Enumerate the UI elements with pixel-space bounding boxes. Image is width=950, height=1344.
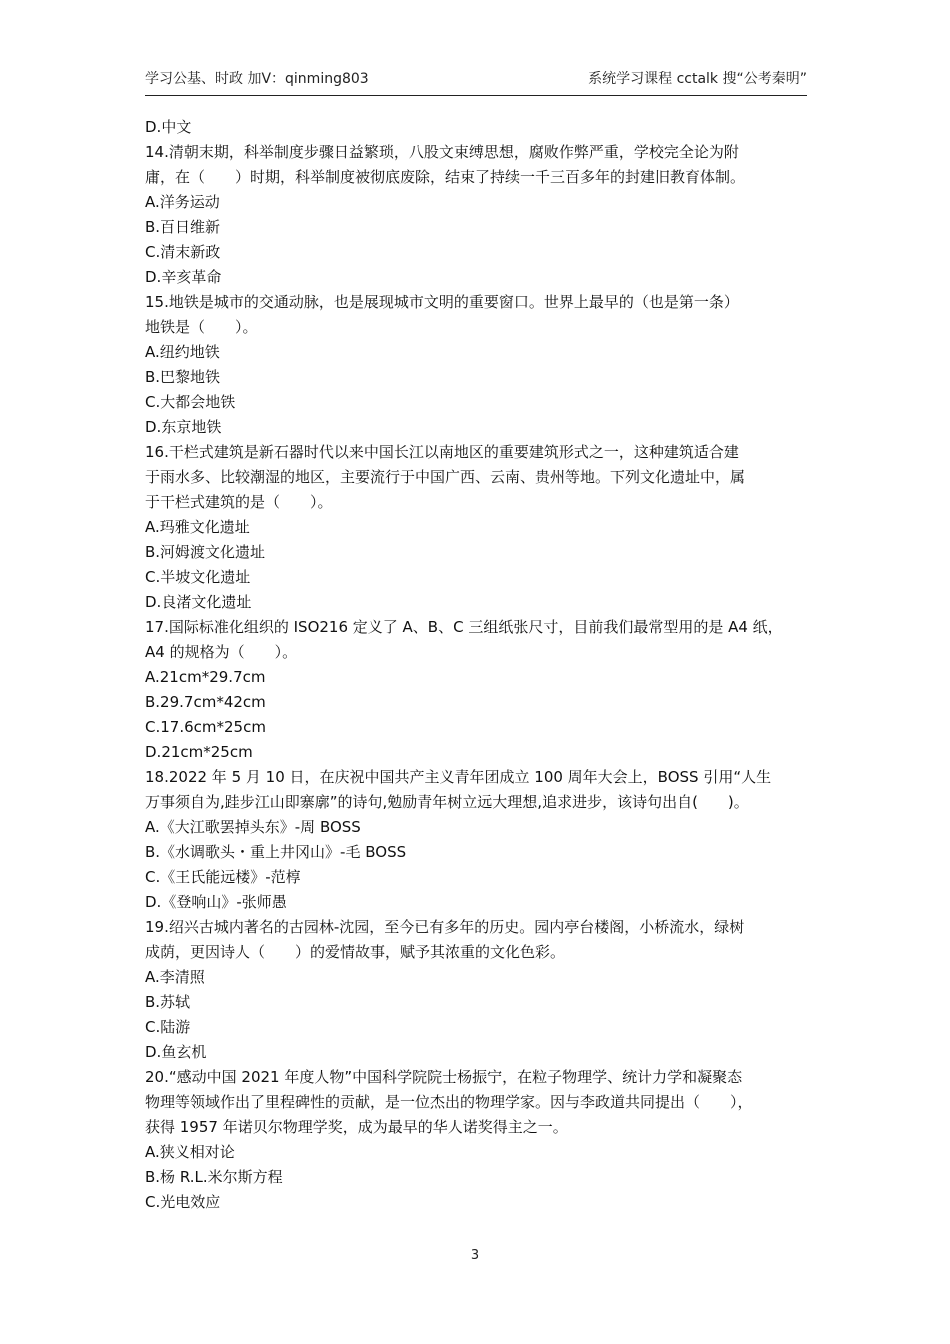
question-text-line: 20.“感动中国 2021 年度人物”中国科学院院士杨振宁，在粒子物理学、统计力学和凝聚态 (145, 1068, 743, 1086)
option-item: A.李清照 (145, 968, 205, 986)
option-item: C.半坡文化遗址 (145, 568, 251, 586)
question-text-line: 地铁是（ ）。 (145, 318, 258, 336)
option-item: A.《大江歌罢掉头东》-周 BOSS (145, 818, 361, 836)
option-item: C.清末新政 (145, 243, 221, 261)
question-text-line: 18.2022 年 5 月 10 日，在庆祝中国共产主义青年团成立 100 周年大会上，BOSS 引用“人生 (145, 768, 772, 786)
question-text-line: 万事须自为,跬步江山即寨廓”的诗句,勉励青年树立远大理想,追求进步，该诗句出自( )。 (145, 793, 749, 811)
question-20 (145, 1065, 807, 1215)
option-item: C.大都会地铁 (145, 393, 236, 411)
question-text-line: 庸，在（ ）时期，科举制度被彻底废除，结束了持续一千三百多年的封建旧教育体制。 (145, 168, 746, 186)
header-right-text: 系统学习课程 cctalk 搜“公考秦明” (588, 71, 807, 87)
option-item: B.29.7cm*42cm (145, 693, 266, 711)
option-item: C.光电效应 (145, 1193, 221, 1211)
option-item: A.玛雅文化遗址 (145, 518, 250, 536)
question-17 (145, 615, 807, 765)
option-item: C.《王氏能远楼》-范椁 (145, 868, 301, 886)
question-19 (145, 915, 807, 1065)
option-item: D.21cm*25cm (145, 743, 253, 761)
question-text-line: 于干栏式建筑的是（ ）。 (145, 493, 333, 511)
question-text-line: 14.清朝末期，科举制度步骤日益繁琐，八股文束缚思想，腐败作弊严重，学校完全论为附 (145, 143, 739, 161)
option-item: B.河姆渡文化遗址 (145, 543, 266, 561)
question-text-line: 16.干栏式建筑是新石器时代以来中国长江以南地区的重要建筑形式之一，这种建筑适合建 (145, 443, 739, 461)
option-item: D.《登响山》-张师愚 (145, 893, 287, 911)
header-left-text: 学习公基、时政 加V：qinming803 (145, 71, 369, 87)
question-15 (145, 290, 807, 440)
question-text-line: 获得 1957 年诺贝尔物理学奖，成为最早的华人诺奖得主之一。 (145, 1118, 568, 1136)
question-text-line: A4 的规格为（ ）。 (145, 643, 298, 661)
question-16 (145, 440, 807, 615)
option-item: C.陆游 (145, 1018, 191, 1036)
option-item: A.纽约地铁 (145, 343, 220, 361)
question-text-line: 成荫，更因诗人（ ）的爱情故事，赋予其浓重的文化色彩。 (145, 943, 566, 961)
option-item: A.21cm*29.7cm (145, 668, 266, 686)
option-item: D.良渚文化遗址 (145, 593, 252, 611)
option-item: D.鱼玄机 (145, 1043, 207, 1061)
option-item: A.狭义相对论 (145, 1143, 235, 1161)
question-18 (145, 765, 807, 915)
option-item: C.17.6cm*25cm (145, 718, 266, 736)
page-number: 3 (470, 1248, 480, 1263)
question-text-line: 17.国际标准化组织的 ISO216 定义了 A、B、C 三组纸张尺寸，目前我们最常型用的是 A4 纸， (145, 618, 783, 636)
header-divider (145, 95, 807, 96)
option-item: B.杨 R.L.米尔斯方程 (145, 1168, 283, 1186)
option-item: B.巴黎地铁 (145, 368, 221, 386)
page-header (145, 70, 807, 92)
question-text-line: 15.地铁是城市的交通动脉，也是展现城市文明的重要窗口。世界上最早的（也是第一条） (145, 293, 739, 311)
question-14 (145, 140, 807, 290)
option-item: B.《水调歌头・重上井冈山》-毛 BOSS (145, 843, 407, 861)
option-item: D.辛亥革命 (145, 268, 222, 286)
option-item: B.苏轼 (145, 993, 191, 1011)
document-body (145, 115, 807, 1215)
option-item: D.东京地铁 (145, 418, 222, 436)
option-item: D.中文 (145, 118, 192, 136)
option-item: A.洋务运动 (145, 193, 220, 211)
question-text-line: 19.绍兴古城内著名的古园林-沈园，至今已有多年的历史。园内亭台楼阁，小桥流水，绿树 (145, 918, 745, 936)
question-text-line: 物理等领域作出了里程碑性的贡献，是一位杰出的物理学家。因与李政道共同提出（ ）， (145, 1093, 753, 1111)
question-text-line: 于雨水多、比较潮湿的地区，主要流行于中国广西、云南、贵州等地。下列文化遗址中，属 (145, 468, 746, 486)
option-item: B.百日维新 (145, 218, 221, 236)
